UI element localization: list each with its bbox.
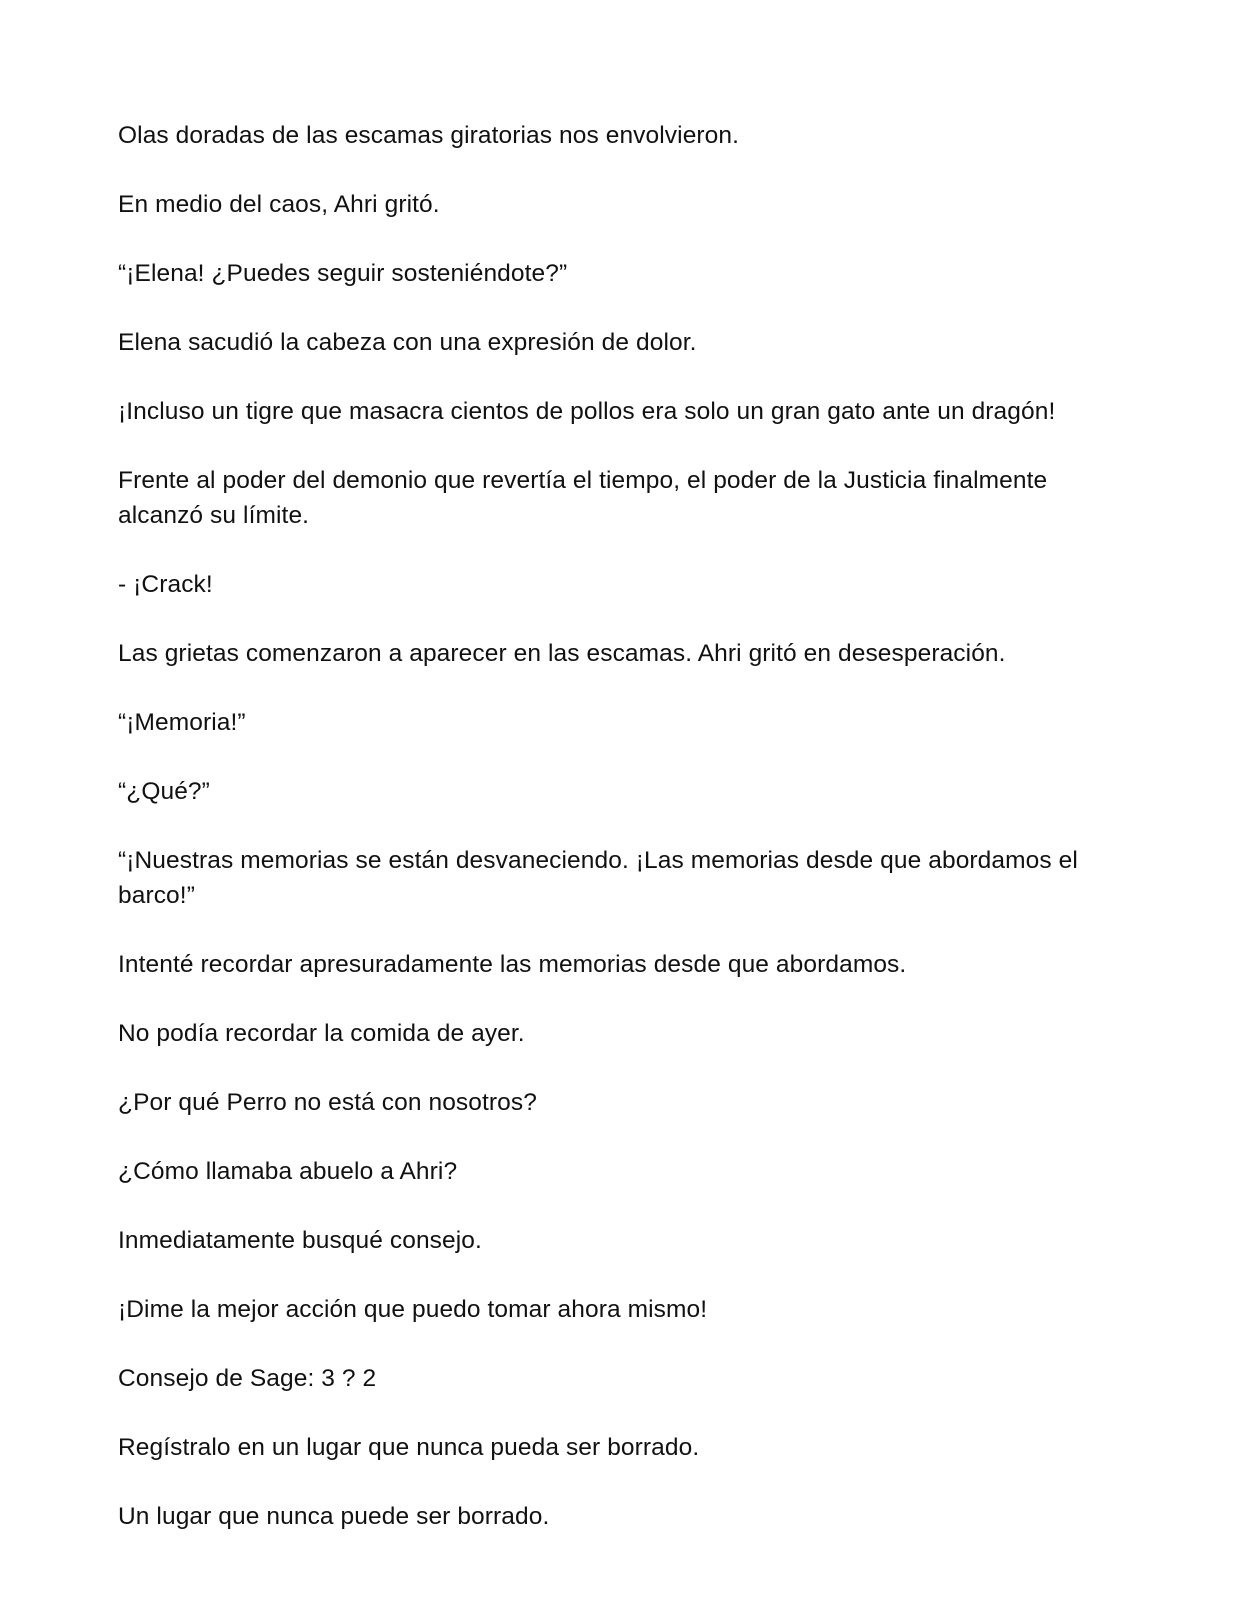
- paragraph: Regístralo en un lugar que nunca pueda ser borrado.: [118, 1434, 700, 1461]
- paragraph: Elena sacudió la cabeza con una expresión de dolor.: [118, 329, 697, 356]
- paragraph: Las grietas comenzaron a aparecer en las escamas. Ahri gritó en desesperación.: [118, 640, 1006, 667]
- paragraph: “¿Qué?”: [118, 778, 210, 805]
- paragraph: Frente al poder del demonio que revertía el tiempo, el poder de la Justicia finalmente alcanzó su límite.: [118, 467, 1048, 529]
- paragraph: Intenté recordar apresuradamente las memorias desde que abordamos.: [118, 951, 907, 978]
- paragraph: - ¡Crack!: [118, 571, 213, 598]
- paragraph: ¡Dime la mejor acción que puedo tomar ahora mismo!: [118, 1296, 708, 1323]
- paragraph: ¿Cómo llamaba abuelo a Ahri?: [118, 1158, 458, 1185]
- paragraph: ¡Incluso un tigre que masacra cientos de pollos era solo un gran gato ante un dragón!: [118, 398, 1056, 425]
- paragraph: ¿Por qué Perro no está con nosotros?: [118, 1089, 537, 1116]
- paragraph: “¡Nuestras memorias se están desvaneciendo. ¡Las memorias desde que abordamos el barco!”: [118, 847, 1078, 909]
- paragraph: Consejo de Sage: 3 ? 2: [118, 1365, 377, 1392]
- paragraph: “¡Memoria!”: [118, 709, 246, 736]
- paragraph: “¡Elena! ¿Puedes seguir sosteniéndote?”: [118, 260, 568, 287]
- paragraph: En medio del caos, Ahri gritó.: [118, 191, 440, 218]
- document-body: [118, 118, 1128, 1568]
- paragraph: Inmediatamente busqué consejo.: [118, 1227, 482, 1254]
- paragraph: Un lugar que nunca puede ser borrado.: [118, 1503, 550, 1530]
- paragraph: Olas doradas de las escamas giratorias nos envolvieron.: [118, 122, 740, 149]
- paragraph: No podía recordar la comida de ayer.: [118, 1020, 525, 1047]
